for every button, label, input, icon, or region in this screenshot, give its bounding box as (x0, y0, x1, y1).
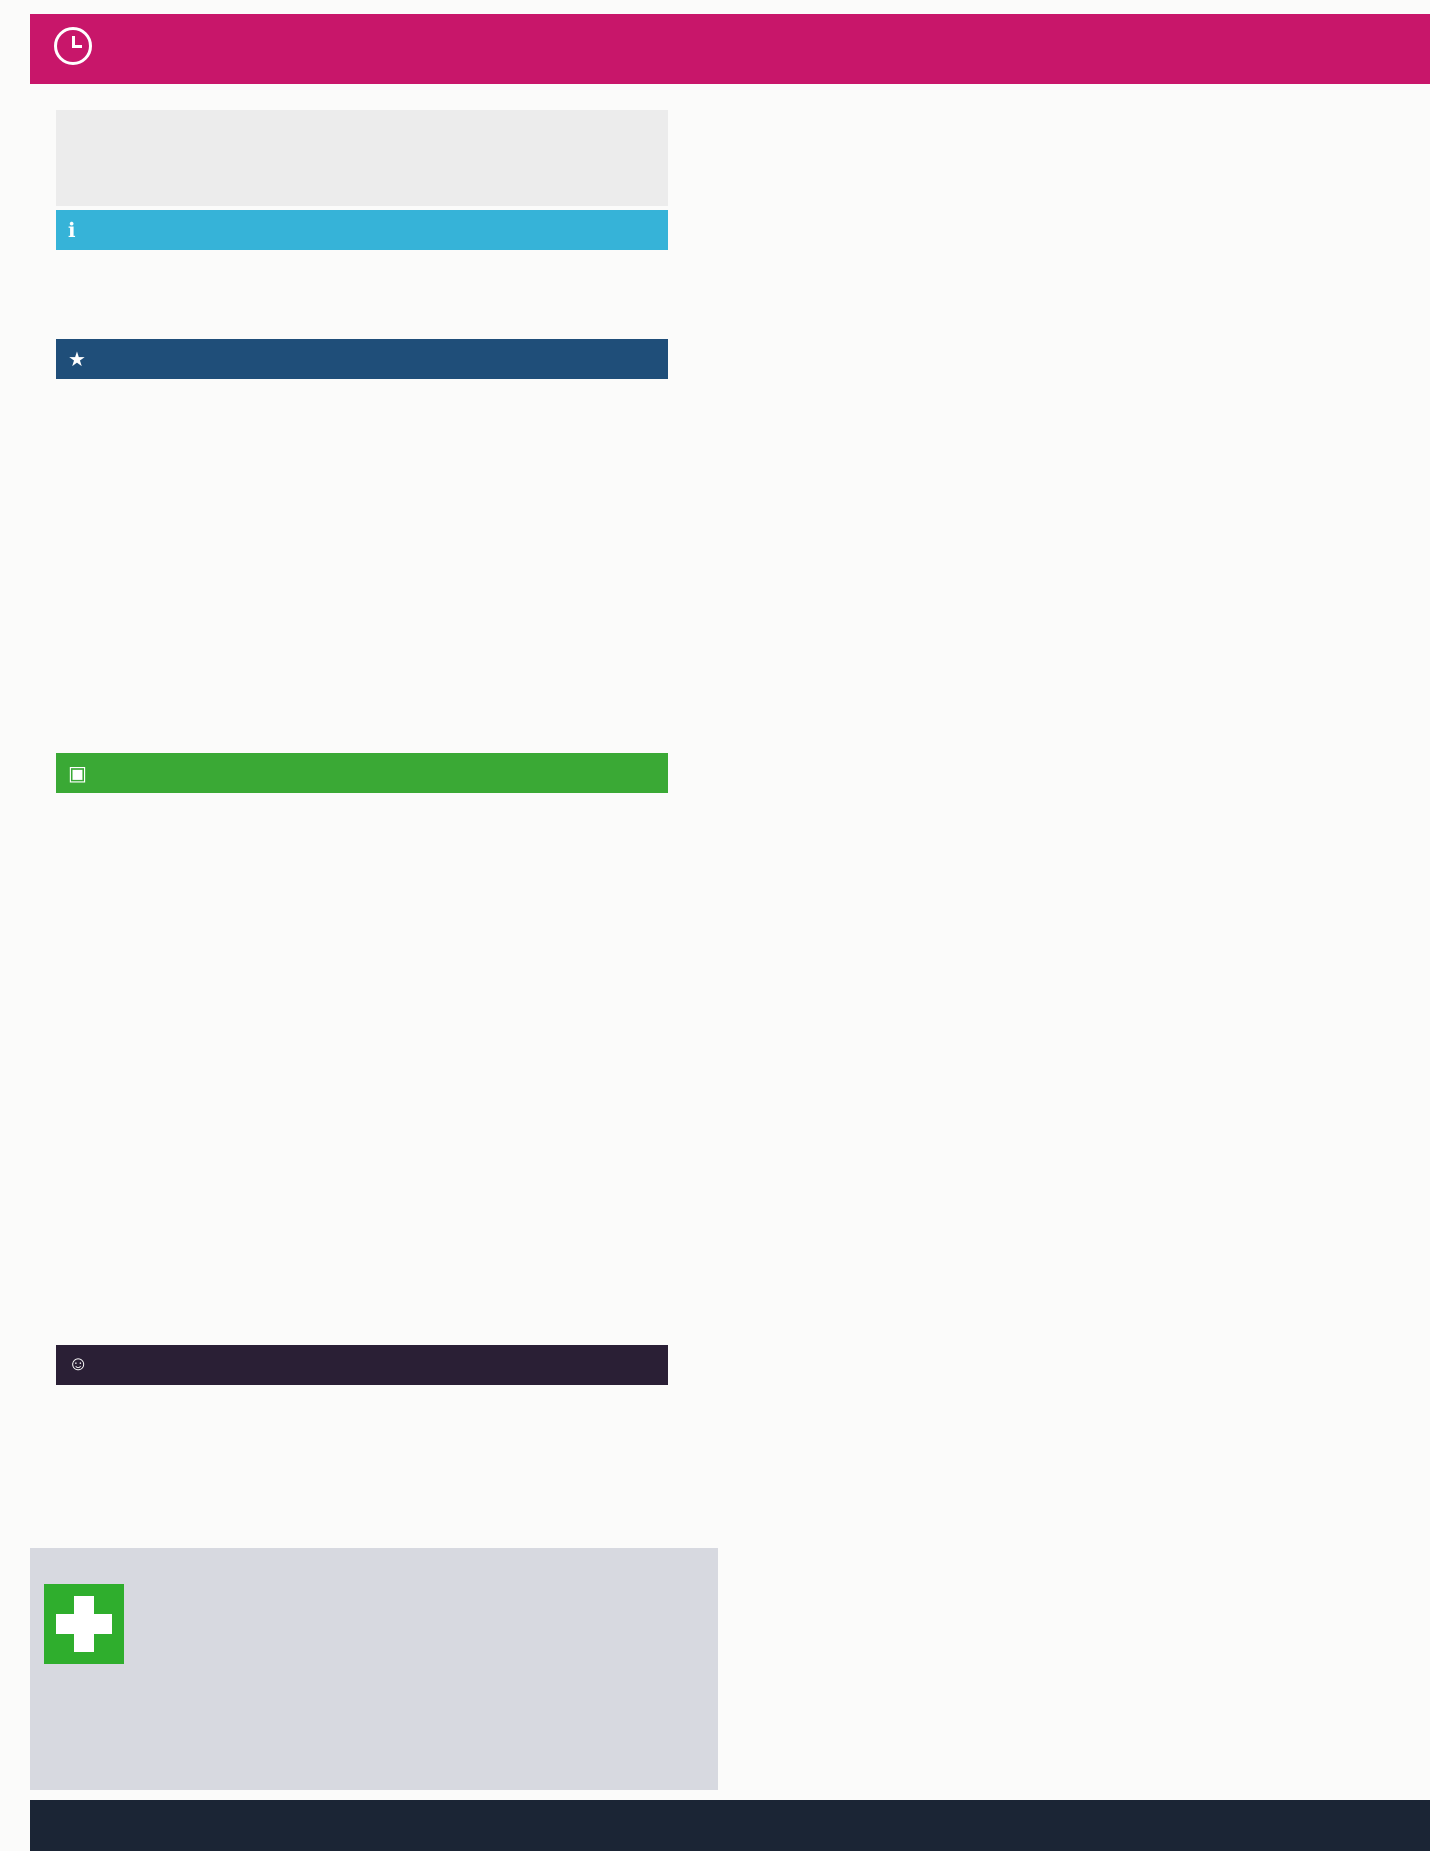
list-item (56, 974, 668, 1001)
list-item (56, 1206, 668, 1233)
section-header (56, 753, 668, 793)
list-item (56, 381, 668, 408)
list-item (56, 252, 668, 292)
health-notice (30, 1548, 718, 1790)
day-header (56, 110, 668, 206)
header-banner (30, 14, 1430, 84)
list-item (56, 1467, 668, 1494)
medical-cross-icon (44, 1584, 124, 1664)
list-item (56, 586, 668, 632)
left-column (56, 210, 668, 1586)
list-item (56, 1000, 668, 1027)
list-item (56, 1080, 668, 1107)
list-item (56, 659, 668, 686)
section-rows (56, 793, 668, 1346)
list-item (56, 1441, 668, 1468)
list-item (56, 506, 668, 533)
list-item (56, 795, 668, 822)
list-item (56, 632, 668, 659)
section-good-to-know (56, 210, 668, 339)
list-item (56, 434, 668, 480)
list-item (56, 712, 668, 739)
right-column (768, 108, 1381, 114)
section-header (56, 339, 668, 379)
spa-icon: ▣ (68, 762, 87, 785)
list-item (56, 1133, 668, 1179)
list-item (56, 407, 668, 434)
clock-icon (54, 27, 92, 65)
list-item (56, 480, 668, 507)
list-item (56, 848, 668, 875)
list-item (56, 928, 668, 974)
section-things-to-do (56, 339, 668, 753)
section-rows (56, 379, 668, 753)
section-rows (56, 250, 668, 339)
section-header (56, 1345, 668, 1385)
list-item (56, 1027, 668, 1054)
list-item (56, 1106, 668, 1133)
section-spa-fitness-shops (56, 753, 668, 1346)
theatre-mask-icon: ☺ (68, 1353, 89, 1376)
list-item (56, 1494, 668, 1521)
list-item (56, 1053, 668, 1080)
list-item (56, 1259, 668, 1305)
list-item (56, 1179, 668, 1206)
list-item (56, 685, 668, 712)
activity-icon: ★ (68, 348, 86, 371)
list-item (56, 560, 668, 587)
list-item (56, 1387, 668, 1414)
list-item (56, 874, 668, 901)
list-item (56, 1414, 668, 1441)
list-item (56, 901, 668, 928)
list-item (56, 1232, 668, 1259)
list-item (56, 1305, 668, 1332)
list-item (56, 533, 668, 560)
list-item (56, 1520, 668, 1547)
footer-bar (30, 1800, 1430, 1851)
info-icon: ℹ (68, 220, 76, 242)
list-item (56, 821, 668, 848)
list-item (56, 292, 668, 319)
section-header (56, 210, 668, 250)
